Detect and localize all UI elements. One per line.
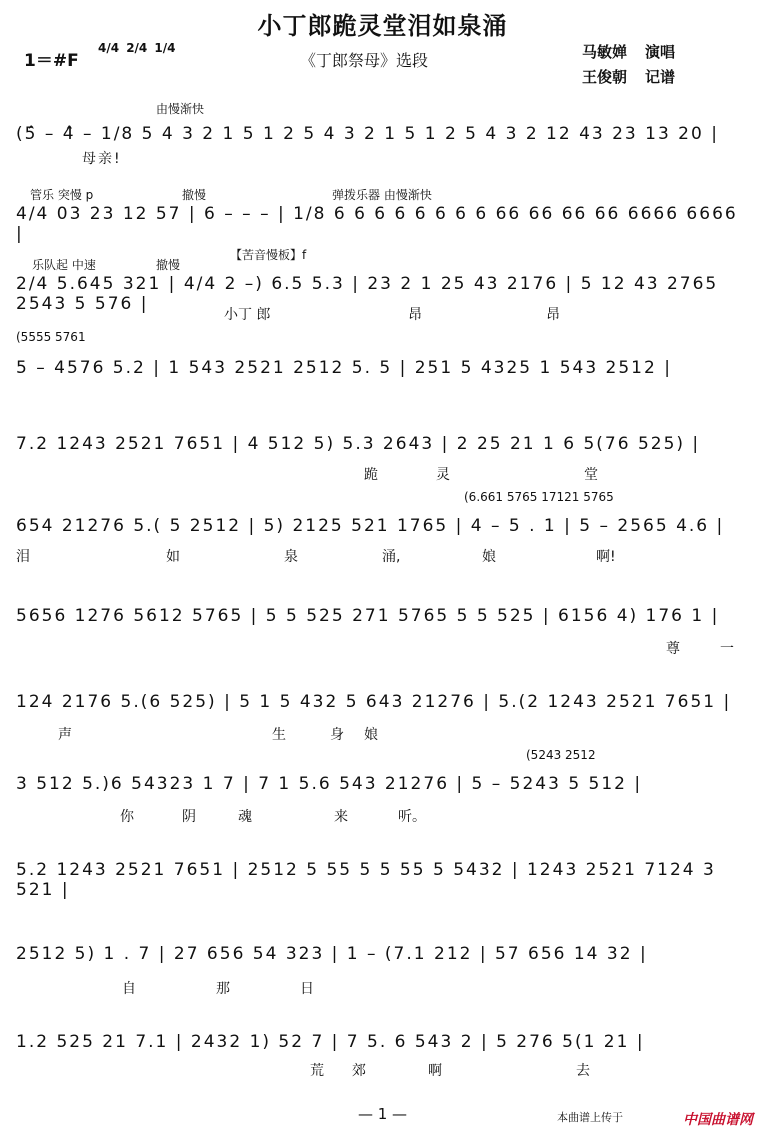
notation-line: 5 – 4576 5.2 | 1 543 2521 2512 5. 5 | 251 5 4325 1 543 2512 | [16,358,672,378]
annotation: (5555 5761 [16,330,86,344]
lyric: 你 [120,809,134,825]
lyric: 荒 [310,1063,324,1079]
lyric: 昂 [408,307,422,323]
lyric: 听。 [398,809,426,825]
lyric: 那 [216,981,230,997]
lyric: 尊 [666,641,680,657]
notation-line: 7.2 1243 2521 7651 | 4 512 5) 5.3 2643 | 2 25 21 1 6 5(76 525) | [16,434,701,454]
annotation: 弹拨乐器 由慢渐快 [332,188,432,202]
site-logo[interactable]: 中国曲谱网 [683,1112,753,1128]
lyric: 声 [58,727,72,743]
lyric: 泪 [16,549,30,565]
key-signature: 1＝#F [24,51,79,71]
score-system-1 [16,96,746,166]
meter-2-4: 2/4 [126,41,148,55]
score-system-5 [16,420,746,490]
lyric: 堂 [584,467,598,483]
time-signatures [98,42,178,55]
notation-line: 4/4 03 23 12 57 | 6 – – – | 1/8 6 6 6 6 6 6 6 6 66 66 66 66 6666 6666 | [16,204,738,244]
score-system-7 [16,592,746,662]
annotation: 撤慢 [156,258,181,272]
lyric: 啊 [428,1063,442,1079]
notation-line: 2512 5) 1 . 7 | 27 656 54 323 | 1 – (7.1 212 | 57 656 14 32 | [16,944,648,964]
lyric: 来 [334,809,348,825]
lyric: 去 [576,1063,590,1079]
subtitle: 《丁郎祭母》选段 [300,51,429,70]
lyric: 昂 [546,307,560,323]
singer-role: 演唱 [645,43,676,61]
upload-note: 本曲谱上传于 [557,1111,623,1124]
score-system-6 [16,490,746,570]
lyric: 一 [720,641,734,657]
annotation: 管乐 突慢 p [30,188,94,202]
notation-line: 654 21276 5.( 5 2512 | 5) 2125 521 1765 | 4 – 5 . 1 | 5 – 2565 4.6 | [16,516,725,536]
notation-line: 5.2 1243 2521 7651 | 2512 5 55 5 5 55 5 5432 | 1243 2521 7124 3 521 | [16,860,716,900]
lyric: 郊 [352,1063,366,1079]
transcriber-name: 王俊朝 [582,68,628,86]
lyric: 自 [122,981,136,997]
notation-line: 2/4 5.645 321 | 4/4 2 –) 6.5 5.3 | 23 2 1 25 43 2176 | 5 12 43 2765 2543 5 576 | [16,274,719,314]
score-system-3 [16,248,746,328]
notation-line: (5̂ – 4̂ – 1/8 5 4 3 2 1 5 1 2 5 4 3 2 1 5 1 2 5 4 3 2 12 43 23 13 20 | [16,124,719,144]
lyric: 泉 [284,549,298,565]
lyric: 日 [300,981,314,997]
credits [582,40,675,90]
lyric: 阴 [182,809,196,825]
annotation: 乐队起 中速 [32,258,96,272]
score-system-10 [16,848,746,898]
notation-line: 1.2 525 21 7.1 | 2432 1) 52 7 | 7 5. 6 543 2 | 5 276 5(1 21 | [16,1032,645,1052]
notation-line: 5656 1276 5612 5765 | 5 5 525 271 5765 5 5 525 | 6156 4) 176 1 | [16,606,720,626]
transcriber-role: 记谱 [645,68,676,86]
annotation: 由慢渐快 [156,102,205,116]
lyric: 涌, [382,549,401,565]
lyric: 生 [272,727,286,743]
singer-name: 马敏婵 [582,43,628,61]
page-number: — 1 — [357,1105,408,1123]
lyric: 如 [166,549,180,565]
score-system-9 [16,748,746,828]
annotation: (6.661 5765 17121 5765 [464,490,614,504]
lyric: 小丁 郎 [224,307,271,323]
score-system-11 [16,932,746,1002]
score-system-8 [16,680,746,750]
annotation: (5243 2512 [526,748,596,762]
meter-4-4: 4/4 [98,41,120,55]
lyric: 魂 [238,809,252,825]
lyric: 身 [330,727,344,743]
notation-line: 124 2176 5.(6 525) | 5 1 5 432 5 643 21276 | 5.(2 1243 2521 7651 | [16,692,732,712]
lyric: 娘 [364,727,378,743]
lyric: 母亲! [82,151,122,167]
lyric: 灵 [436,467,450,483]
lyric: 啊! [596,549,616,565]
notation-line: 3 512 5.)6 54323 1 7 | 7 1 5.6 543 21276 | 5 – 5243 5 512 | [16,774,643,794]
score-system-12 [16,1024,746,1084]
lyric: 跪 [364,467,378,483]
annotation: 撤慢 [182,188,207,202]
score-system-4 [16,330,746,400]
score-system-2 [16,180,746,244]
meter-1-4: 1/4 [154,41,176,55]
lyric: 娘 [482,549,496,565]
page-title: 小丁郎跪灵堂泪如泉涌 [257,12,508,40]
annotation: 【苦音慢板】f [230,248,307,262]
